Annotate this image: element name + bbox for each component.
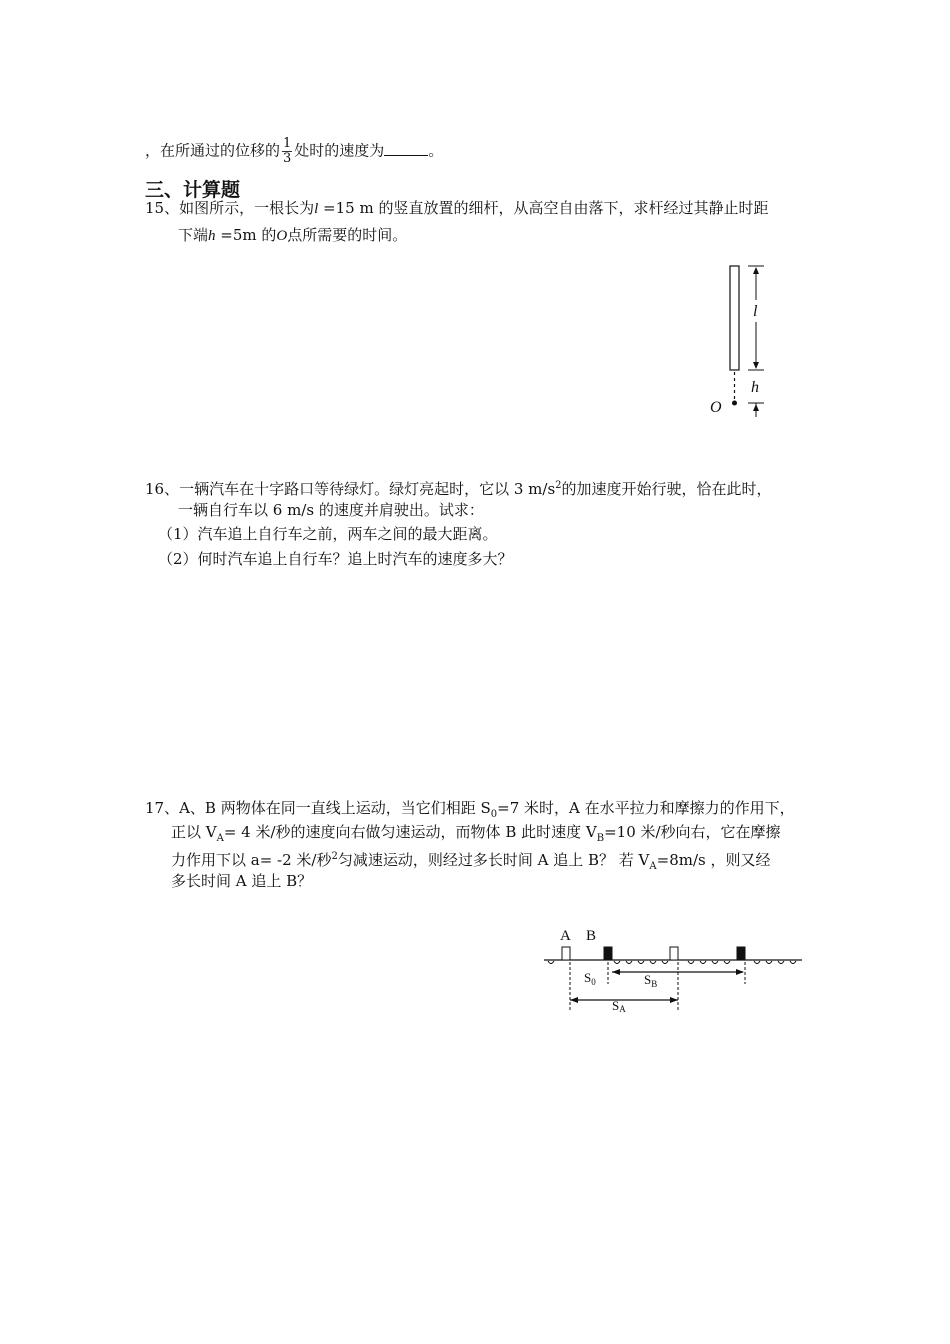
q15-l-eq: =15	[318, 199, 355, 217]
q15-text-c: 下端	[178, 226, 209, 244]
q16-line2: 一辆自行车以 6 m/s 的速度并肩驶出。试求：	[178, 501, 484, 519]
sa-sub: A	[619, 1004, 626, 1014]
block-a-initial	[562, 947, 570, 960]
section-title: 三、计算题	[145, 179, 241, 201]
arrow-down-l	[753, 362, 759, 369]
q16-part2: （2）何时汽车追上自行车？追上时汽车的速度多大？	[158, 550, 513, 568]
q15-h-eq: =5	[215, 226, 243, 244]
q15-o-var: O	[276, 228, 288, 244]
q17-sup: 2	[331, 851, 338, 862]
block-b-final	[737, 947, 745, 960]
q16-text-b: 的加速度开始行驶，恰在此时，	[561, 480, 772, 498]
arrow-sb-right	[736, 969, 744, 975]
rod	[730, 266, 739, 370]
q17-sub-a2: A	[649, 861, 657, 872]
top-line	[145, 137, 443, 166]
q17-text-h: =8m/s ，则又经	[656, 851, 771, 869]
top-end: 。	[428, 141, 444, 160]
q17-line1	[145, 798, 795, 825]
sa-main: S	[612, 998, 620, 1013]
q15-text-a: 15、如图所示，一根长为	[145, 199, 315, 217]
q15-h-var: h	[208, 228, 216, 244]
block-b-initial	[604, 947, 612, 960]
q17-line4: 多长时间 A 追上 B？	[171, 872, 313, 890]
s0-main: S	[584, 970, 592, 985]
q15-rod-figure	[700, 260, 780, 420]
label-sb	[644, 972, 657, 989]
sb-sub: B	[651, 979, 658, 989]
fraction-denominator: 3	[283, 151, 292, 166]
q15-text-b: m 的竖直放置的细杆，从高空自由落下，求杆经过其静止时距	[354, 199, 769, 217]
q17-text-d: = 4 米/秒的速度向右做匀速运动，而物体 B 此时速度 V	[223, 823, 597, 841]
q17-motion-figure	[540, 922, 810, 1014]
answer-blank	[384, 141, 428, 156]
q16-part1: （1）汽车追上自行车之前，两车之间的最大距离。	[158, 525, 498, 543]
label-s0	[584, 970, 596, 987]
label-a: A	[560, 928, 571, 944]
arrow-sa-left	[570, 997, 578, 1003]
label-b: B	[586, 928, 597, 944]
arrow-sb-left	[612, 969, 620, 975]
q17-sub-a: A	[216, 833, 224, 844]
fraction-numerator: 1	[283, 136, 292, 151]
label-h: h	[751, 379, 759, 396]
arrow-up-l	[753, 267, 759, 274]
q17-text-a: 17、A、B 两物体在同一直线上运动，当它们相距 S	[145, 799, 491, 817]
q17-sub-0: 0	[490, 809, 498, 820]
q15-text-e: 点所需要的时间。	[287, 226, 408, 244]
point-o	[732, 401, 737, 406]
s0-sub: 0	[591, 977, 596, 987]
arrow-sa-right	[670, 997, 678, 1003]
top-suffix: 处时的速度为	[294, 141, 385, 160]
q17-sub-b: B	[596, 833, 605, 844]
q17-text-c: 正以 V	[171, 823, 217, 841]
label-l: l	[753, 303, 758, 320]
arrow-up-h	[753, 404, 759, 411]
ground-hatching	[548, 961, 796, 964]
q16-sup: 2	[555, 480, 562, 491]
q16-text-a: 16、一辆汽车在十字路口等待绿灯。绿灯亮起时，它以 3 m/s	[145, 480, 556, 498]
q15-line2	[178, 225, 407, 246]
q15-l-var: l	[314, 201, 319, 217]
q17-text-g: 匀减速运动，则经过多长时间 A 追上 B？ 若 V	[337, 851, 650, 869]
block-a-final	[670, 947, 678, 960]
q15-text-d: m 的	[242, 226, 277, 244]
fraction-one-third	[282, 137, 292, 166]
sb-main: S	[644, 972, 652, 987]
label-o: O	[710, 399, 722, 416]
top-prefix: ，在所通过的位移的	[145, 141, 281, 160]
q17-text-b: =7 米时，A 在水平拉力和摩擦力的作用下，	[497, 799, 795, 817]
q17-line2	[171, 822, 781, 849]
q17-text-e: =10 米/秒向右，它在摩擦	[604, 823, 781, 841]
q15-line1	[145, 198, 768, 219]
q17-text-f: 力作用下以 a= -2 米/秒	[171, 851, 332, 869]
q16-line1	[145, 476, 772, 499]
